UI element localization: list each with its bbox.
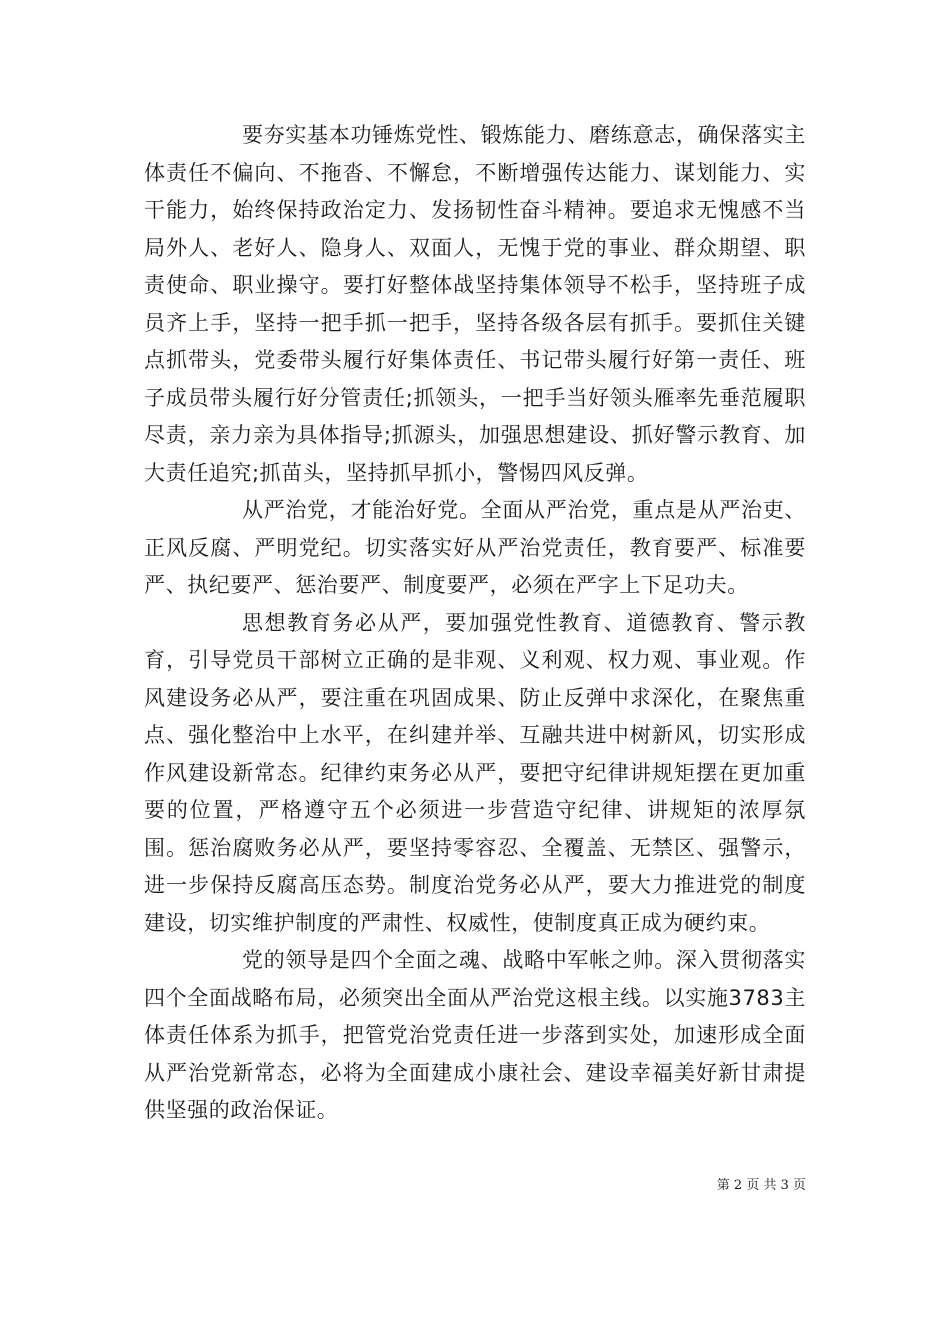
paragraph-4: 党的领导是四个全面之魂、战略中军帐之帅。深入贯彻落实四个全面战略布局，必须突出全面从严治党这根主线。以实施3783主体责任体系为抓手，把管党治党责任进一步落到实处，加速形成全面从严治党新常态，必将为全面建成小康社会、建设幸福美好新甘肃提供坚强的政治保证。 xyxy=(144,948,806,1122)
paragraph-2: 从严治党，才能治好党。全面从严治党，重点是从严治吏、正风反腐、严明党纪。切实落实好从严治党责任，教育要严、标准要严、执纪要严、惩治要严、制度要严，必须在严字上下足功夫。 xyxy=(144,498,806,597)
paragraph-1: 要夯实基本功锤炼党性、锻炼能力、磨练意志，确保落实主体责任不偏向、不拖沓、不懈怠，不断增强传达能力、谋划能力、实干能力，始终保持政治定力、发扬韧性奋斗精神。要追求无愧感不当局外人、老好人、隐身人、双面人，无愧于党的事业、群众期望、职责使命、职业操守。要打好整体战坚持集体领导不松手，坚持班子成员齐上手，坚持一把手抓一把手，坚持各级各层有抓手。要抓住关键点抓带头，党委带头履行好集体责任、书记带头履行好第一责任、班子成员带头履行好分管责任;抓领头，一把手当好领头雁率先垂范履职尽责，亲力亲为具体指导;抓源头，加强思想建设、抓好警示教育、加大责任追究;抓苗头，坚持抓早抓小，警惕四风反弹。 xyxy=(144,123,806,485)
document-body xyxy=(144,117,806,1130)
paragraph-3: 思想教育务必从严，要加强党性教育、道德教育、警示教育，引导党员干部树立正确的是非观、义利观、权力观、事业观。作风建设务必从严，要注重在巩固成果、防止反弹中求深化，在聚焦重点、强化整治中上水平，在纠建并举、互融共进中树新风，切实形成作风建设新常态。纪律约束务必从严，要把守纪律讲规矩摆在更加重要的位置，严格遵守五个必须进一步营造守纪律、讲规矩的浓厚氛围。惩治腐败务必从严，要坚持零容忍、全覆盖、无禁区、强警示，进一步保持反腐高压态势。制度治党务必从严，要大力推进党的制度建设，切实维护制度的严肃性、权威性，使制度真正成为硬约束。 xyxy=(144,610,806,935)
page-number-footer: 第 2 页 共 3 页 xyxy=(716,1178,806,1193)
